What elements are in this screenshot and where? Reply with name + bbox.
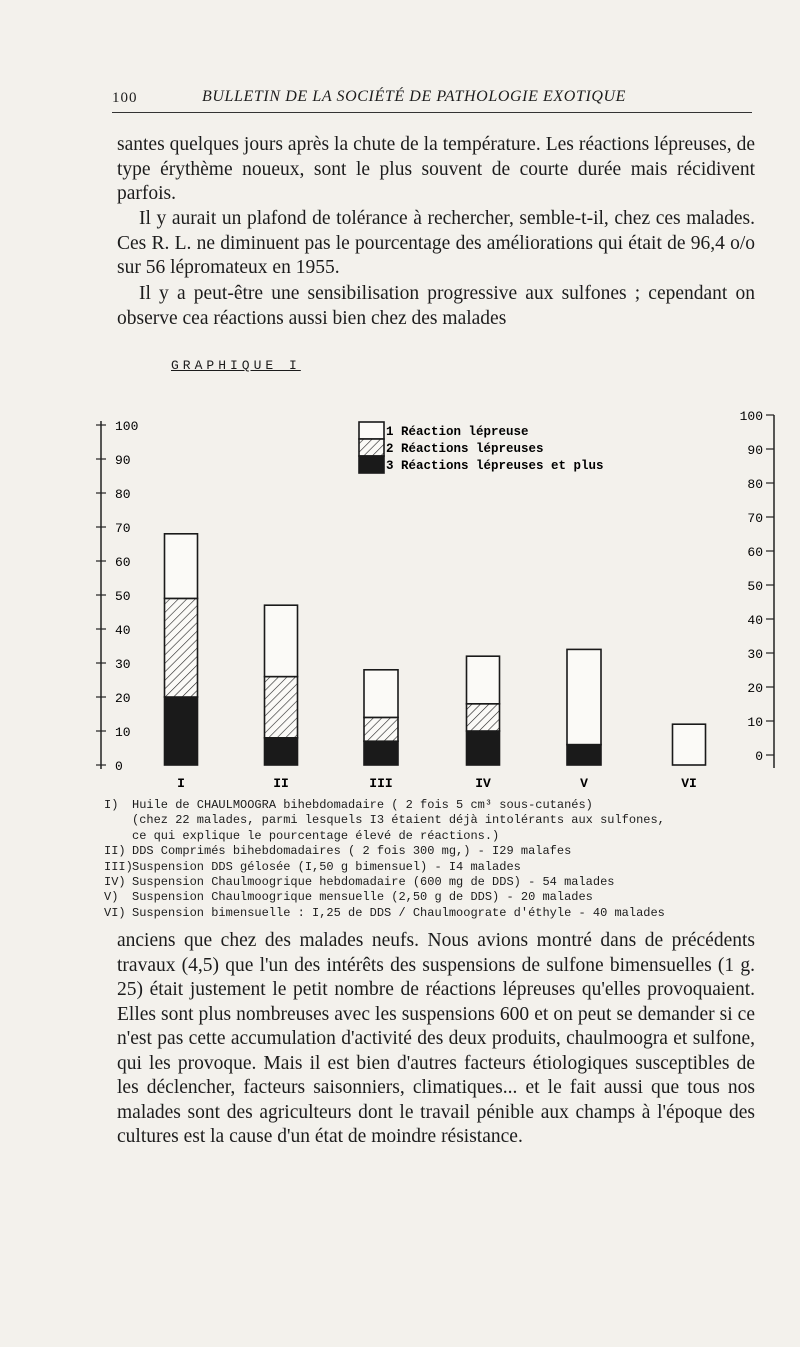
bar-segment-VI-s1 [673, 724, 706, 765]
header-rule [112, 112, 752, 113]
category-label: IV [475, 776, 491, 791]
legend-swatch [359, 439, 384, 456]
note-text: ce qui explique le pourcentage élevé de réactions.) [132, 828, 500, 843]
running-header [112, 88, 752, 114]
left-tick-label: 80 [115, 487, 131, 502]
category-label: V [580, 776, 588, 791]
legend-swatch [359, 456, 384, 473]
bar-segment-IV-s1 [467, 656, 500, 704]
category-label: III [369, 776, 393, 791]
note-line [104, 798, 794, 813]
bar-segment-III-s1 [364, 670, 398, 718]
right-tick-label: 40 [747, 613, 763, 628]
bar-segment-II-s2 [265, 677, 298, 738]
journal-title: BULLETIN DE LA SOCIÉTÉ DE PATHOLOGIE EXOTIQUE [202, 88, 627, 105]
category-label: VI [681, 776, 697, 791]
stacked-bar-chart [0, 395, 800, 795]
bar-segment-II-s3 [265, 738, 298, 765]
category-label: I [177, 776, 185, 791]
note-text: Huile de CHAULMOOGRA bihebdomadaire ( 2 fois 5 cm³ sous-cutanés) [132, 798, 593, 812]
bar-segment-IV-s2 [467, 704, 500, 731]
bar-segment-III-s2 [364, 717, 398, 741]
bar-segment-V-s3 [567, 745, 601, 765]
chart-title: GRAPHIQUE I [171, 358, 301, 373]
legend-label: 2 Réactions lépreuses [386, 442, 544, 456]
bar-segment-II-s1 [265, 605, 298, 676]
right-tick-label: 80 [747, 477, 763, 492]
note-code: V) [104, 890, 119, 905]
note-code: III) [104, 859, 133, 874]
note-text: Suspension Chaulmoogrique hebdomadaire (600 mg de DDS) - 54 malades [132, 874, 615, 889]
legend-label: 1 Réaction lépreuse [386, 425, 529, 439]
note-code: II) [104, 844, 126, 859]
left-tick-label: 60 [115, 555, 131, 570]
bar-segment-I-s2 [165, 598, 198, 697]
note-line [104, 829, 794, 844]
left-tick-label: 100 [115, 419, 139, 434]
bar-segment-III-s3 [364, 741, 398, 765]
legend-swatch [359, 422, 384, 439]
left-tick-label: 0 [115, 759, 123, 774]
right-tick-label: 10 [747, 715, 763, 730]
left-tick-label: 40 [115, 623, 131, 638]
left-tick-label: 50 [115, 589, 131, 604]
right-tick-label: 60 [747, 545, 763, 560]
right-tick-label: 50 [747, 579, 763, 594]
left-tick-label: 10 [115, 725, 131, 740]
note-text: Suspension DDS gélosée (I,50 g bimensuel) - I4 malades [132, 859, 521, 874]
note-line [104, 906, 794, 921]
note-code: IV) [104, 874, 126, 889]
category-label: II [273, 776, 289, 791]
note-text: DDS Comprimés bihebdomadaires ( 2 fois 300 mg,) - I29 malafes [132, 844, 572, 859]
paragraph-2: Il y aurait un plafond de tolérance à rechercher, semble-t-il, chez ces malades. Ces R. L. ne diminuent pas le pourcentage des améliorations qui était de 96,4 o/o sur 56 lépromateux en 1955. [117, 208, 755, 278]
note-line [104, 860, 794, 875]
right-tick-label: 0 [755, 749, 763, 764]
bar-segment-I-s1 [165, 534, 198, 599]
left-tick-label: 70 [115, 521, 131, 536]
right-tick-label: 70 [747, 511, 763, 526]
chart-notes [104, 798, 794, 921]
note-line [104, 844, 794, 859]
note-text: Suspension bimensuelle : I,25 de DDS / Chaulmoograte d'éthyle - 40 malades [132, 905, 665, 920]
note-code: I) [104, 798, 119, 812]
note-text: Suspension Chaulmoogrique mensuelle (2,50 g de DDS) - 20 malades [132, 890, 593, 905]
note-line [104, 813, 794, 828]
right-tick-label: 30 [747, 647, 763, 662]
right-tick-label: 20 [747, 681, 763, 696]
paragraph-4: anciens que chez des malades neufs. Nous avions montré dans de précédents travaux (4,5) que l'un des intérêts des suspensions de sulfone bimensuelles (1 g. 25) était justement le petit nombre de réactions lépreuses qu'elles provoquaient. Elles sont plus nombreuses avec les suspensions 600 et on peut se demander si ce n'est pas cette accumulation d'activité des deux produits, chaulmoogra et sulfone, qui les provoque. Mais il est bien d'autres facteurs étiologiques susceptibles de les déclencher, facteurs saisonniers, climatiques... et le fait aussi que tous nos malades sont des agriculteurs dont le travail pénible aux champs à l'époque des cultures est la cause d'un état de moindre résistance. [117, 930, 755, 1147]
bar-segment-I-s3 [165, 697, 198, 765]
page-number: 100 [112, 90, 138, 106]
chart-bars [165, 534, 706, 791]
chart-legend [359, 422, 604, 473]
bar-segment-V-s1 [567, 649, 601, 744]
note-line [104, 890, 794, 905]
left-tick-label: 90 [115, 453, 131, 468]
note-code: VI) [104, 905, 126, 920]
left-tick-label: 20 [115, 691, 131, 706]
right-tick-label: 100 [739, 409, 763, 424]
note-line [104, 875, 794, 890]
right-tick-label: 90 [747, 443, 763, 458]
note-text: (chez 22 malades, parmi lesquels I3 étaient déjà intolérants aux sulfones, [132, 813, 665, 828]
left-tick-label: 30 [115, 657, 131, 672]
bar-segment-IV-s3 [467, 731, 500, 765]
paragraph-3: Il y a peut-être une sensibilisation progressive aux sulfones ; cependant on observe cea réactions aussi bien chez des malades [117, 283, 755, 329]
paragraph-1: santes quelques jours après la chute de la température. Les réactions lépreuses, de type érythème noueux, sont le plus souvent de courte durée mais récidivent parfois. [117, 134, 755, 204]
legend-label: 3 Réactions lépreuses et plus [386, 459, 604, 473]
